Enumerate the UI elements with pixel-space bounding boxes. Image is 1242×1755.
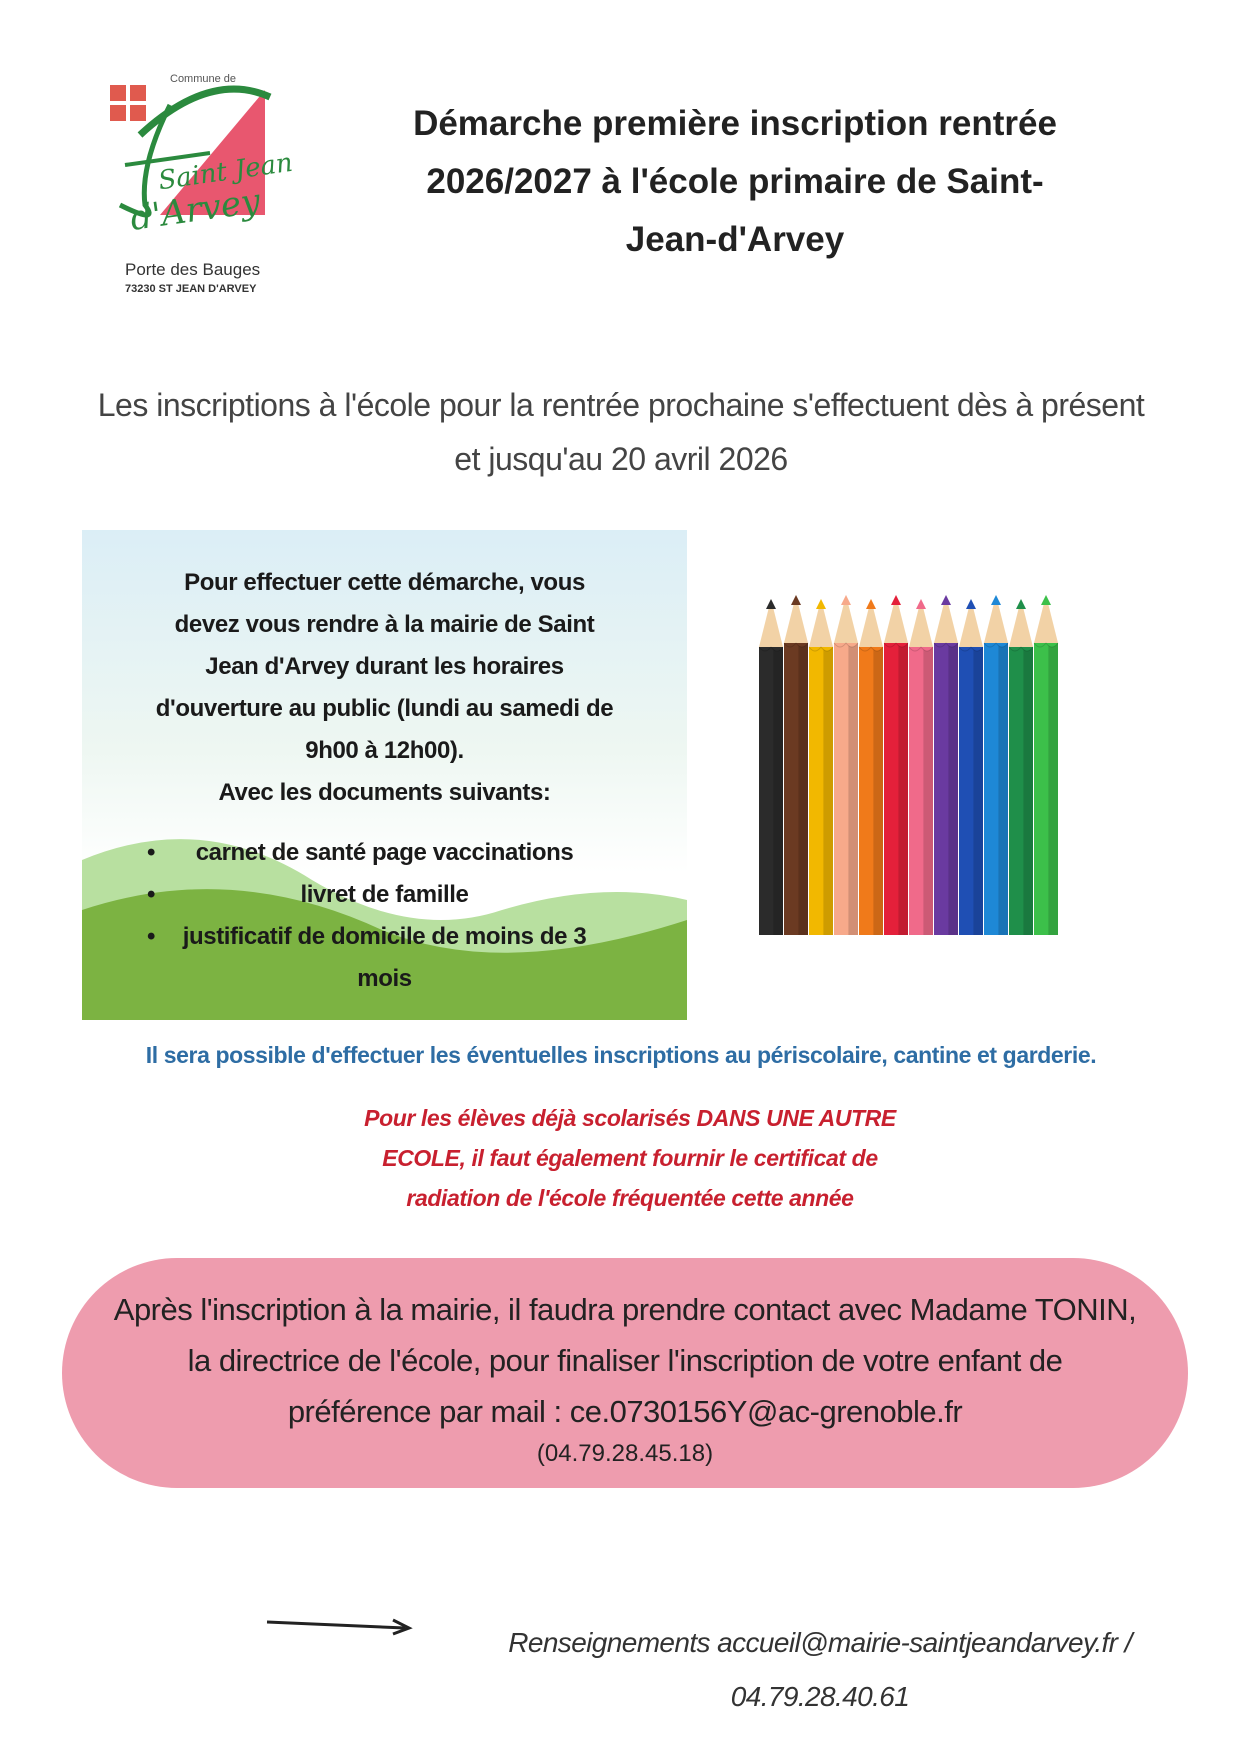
documents-list — [82, 832, 687, 1000]
pencil — [809, 599, 833, 935]
arrow-right-icon — [265, 1612, 415, 1636]
page-title — [350, 95, 1120, 269]
pencil — [909, 599, 933, 935]
logo-script-line1: Saint Jean — [156, 147, 295, 197]
periscolaire-note: Il sera possible d'effectuer les éventuelles inscriptions au périscolaire, cantine et garderie. — [145, 1042, 1097, 1068]
list-item: • justificatif de domicile de moins de 3 — [82, 916, 687, 958]
contact-text — [92, 1284, 1158, 1437]
logo-town-label: Porte des Bauges — [125, 260, 261, 279]
logo-script-line2: d'Arvey — [127, 181, 263, 239]
logo-address: 73230 ST JEAN D'ARVEY — [125, 283, 257, 295]
title-line: Démarche première inscription rentrée — [413, 104, 1057, 143]
subtitle-line: Les inscriptions à l'école pour la rentrée prochaine s'effectuent dès à présent — [97, 387, 1145, 423]
title-line: 2026/2027 à l'école primaire de Saint- — [426, 162, 1044, 201]
notice-line: Pour les élèves déjà scolarisés DANS UNE AUTRE — [364, 1105, 896, 1131]
logo-square — [110, 105, 126, 121]
contact-box — [62, 1258, 1188, 1488]
procedure-line: d'ouverture au public (lundi au samedi de — [155, 695, 614, 722]
other-school-notice — [290, 1098, 970, 1218]
title-line: Jean-d'Arvey — [625, 220, 845, 259]
info-email-line[interactable]: Renseignements accueil@mairie-saintjeandarvey.fr / — [508, 1627, 1132, 1658]
pencil — [784, 595, 808, 935]
school-phone: (04.79.28.45.18) — [536, 1440, 714, 1467]
info-phone-line: 04.79.28.40.61 — [730, 1681, 910, 1712]
registration-period — [40, 378, 1202, 486]
procedure-line: Pour effectuer cette démarche, vous — [184, 569, 585, 596]
pencil — [934, 595, 958, 935]
commune-logo — [100, 65, 330, 305]
pencil — [759, 599, 783, 935]
contact-line: préférence par mail : ce.0730156Y@ac-grenoble.fr — [287, 1394, 963, 1429]
procedure-line: devez vous rendre à la mairie de Saint — [174, 611, 595, 638]
pencil — [959, 599, 983, 935]
logo-square — [110, 85, 126, 101]
procedure-line: Jean d'Arvey durant les horaires — [205, 653, 564, 680]
procedure-text — [82, 562, 687, 814]
pencil — [834, 595, 858, 935]
pencil — [884, 595, 908, 935]
list-item: • livret de famille — [82, 874, 687, 916]
colored-pencils-image — [755, 595, 1095, 940]
logo-square — [130, 85, 146, 101]
contact-line: Après l'inscription à la mairie, il faudra prendre contact avec Madame TONIN, — [113, 1292, 1137, 1327]
contact-line: la directrice de l'école, pour finaliser l'inscription de votre enfant de — [187, 1343, 1063, 1378]
procedure-box — [82, 530, 687, 1020]
pencil — [859, 599, 883, 935]
procedure-line: 9h00 à 12h00). — [305, 737, 464, 764]
pencil — [1009, 599, 1033, 935]
procedure-line: Avec les documents suivants: — [218, 779, 551, 806]
pencil — [1034, 595, 1058, 935]
logo-square — [130, 105, 146, 121]
info-contact — [440, 1616, 1200, 1724]
list-item: • carnet de santé page vaccinations — [82, 832, 687, 874]
pencil — [984, 595, 1008, 935]
notice-line: radiation de l'école fréquentée cette année — [406, 1185, 854, 1211]
subtitle-line: et jusqu'au 20 avril 2026 — [454, 441, 788, 477]
list-item-continuation: mois — [357, 965, 412, 992]
notice-line: ECOLE, il faut également fournir le certificat de — [382, 1145, 878, 1171]
logo-commune-label: Commune de — [170, 73, 237, 85]
